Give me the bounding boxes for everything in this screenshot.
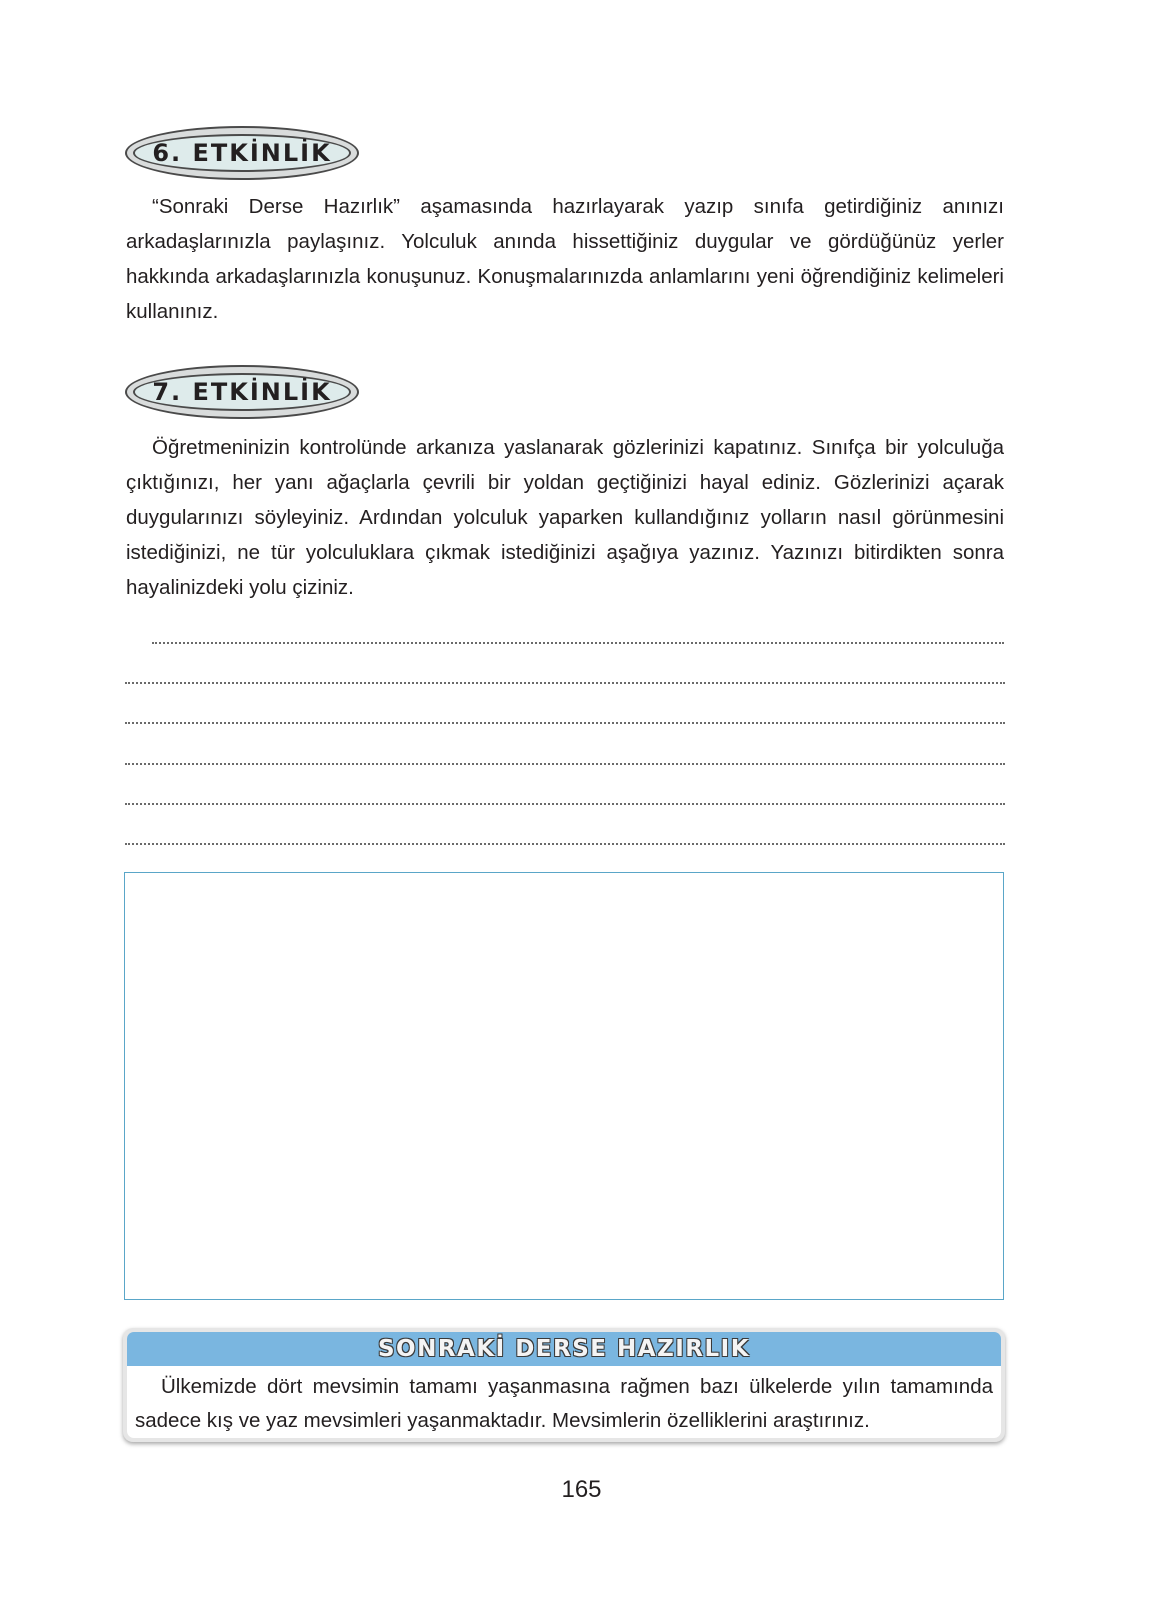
next-lesson-text: Ülkemizde dört mevsimin tamamı yaşanmasına rağmen bazı ülkelerde yılın tamamında sadece kış ve yaz mevsimleri yaşanmaktadır. Mevsimlerin özelliklerini araştırınız. [135, 1375, 993, 1432]
writing-line[interactable] [125, 803, 1005, 805]
activity-7-text: Öğretmeninizin kontrolünde arkanıza yaslanarak gözlerinizi kapatınız. Sınıfça bir yolculuğa çıktığınızı, her yanı ağaçlarla çevrili bir yoldan geçtiğinizi hayal ediniz. Gözlerinizi açarak duygularınızı söyleyiniz. Ardından yolculuk yaparken kullandığınız yolların nasıl görünmesini istediğinizi, ne tür yolculuklara çıkmak istediğinizi aşağıya yazınız. Yazınızı bitirdikten sonra hayalinizdeki yolu çiziniz. [126, 436, 1004, 599]
activity-7-badge-inner [133, 373, 351, 411]
writing-line[interactable] [125, 763, 1005, 765]
next-lesson-box [123, 1328, 1005, 1442]
writing-line[interactable] [125, 722, 1005, 724]
activity-7-badge [125, 365, 359, 419]
next-lesson-body [127, 1366, 1001, 1438]
activity-6-badge [125, 126, 359, 180]
writing-line[interactable] [125, 682, 1005, 684]
next-lesson-title: SONRAKİ DERSE HAZIRLIK [377, 1336, 751, 1362]
next-lesson-header [127, 1332, 1001, 1366]
activity-7-title: 7. ETKİNLİK [152, 378, 332, 406]
activity-6-text: “Sonraki Derse Hazırlık” aşamasında hazırlayarak yazıp sınıfa getirdiğiniz anınızı arkadaşlarınızla paylaşınız. Yolculuk anında hissettiğiniz duygular ve gördüğünüz yerler hakkında arkadaşlarınızla konuşunuz. Konuşmalarınızda anlamlarını yeni öğrendiğiniz kelimeleri kullanınız. [126, 195, 1004, 323]
writing-line[interactable] [152, 642, 1004, 644]
activity-6-title: 6. ETKİNLİK [152, 139, 332, 167]
page-number: 165 [561, 1476, 602, 1503]
writing-line[interactable] [125, 843, 1005, 845]
activity-6-badge-inner [133, 134, 351, 172]
drawing-area[interactable] [124, 872, 1004, 1300]
